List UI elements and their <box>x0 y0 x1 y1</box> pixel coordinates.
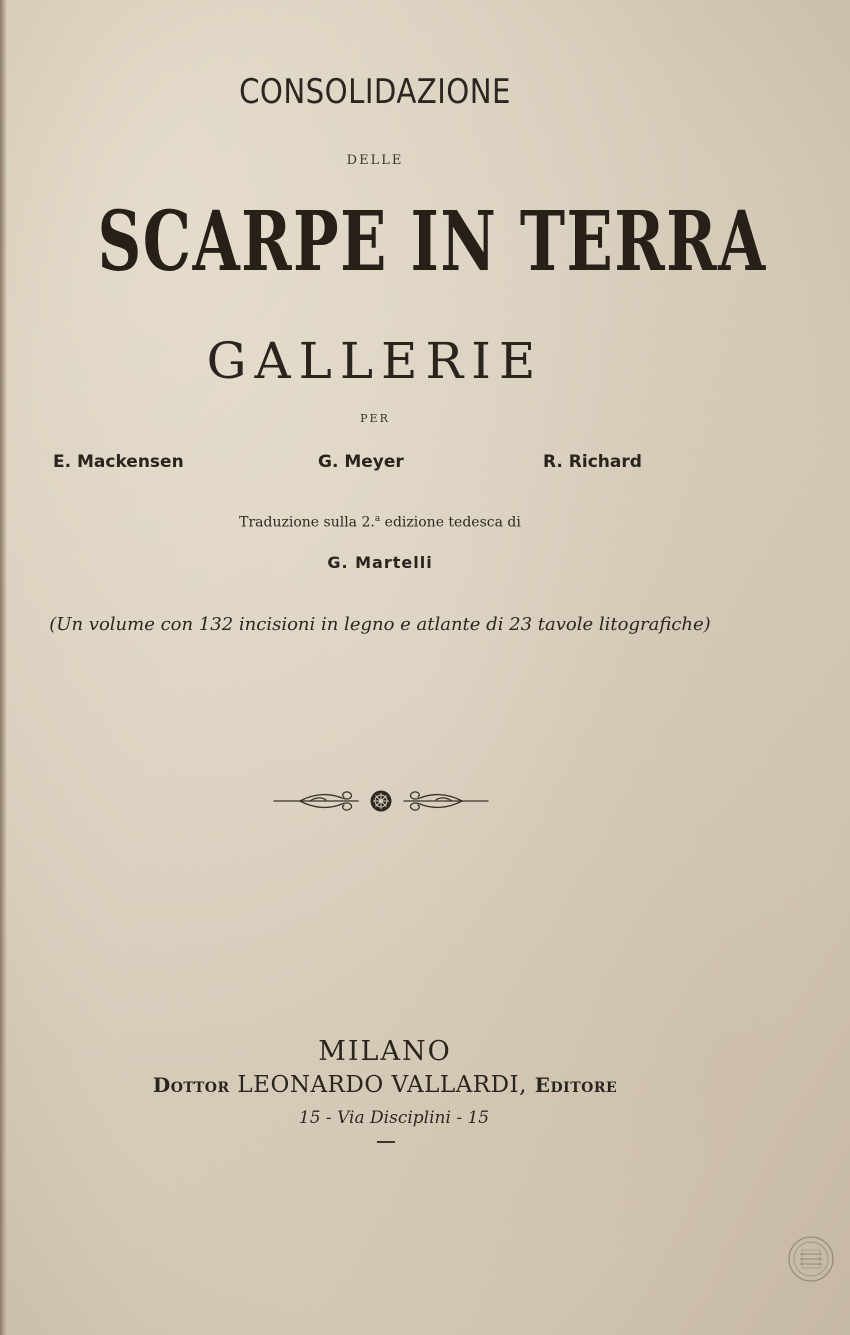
imprint-address: 15 - Via Disciplini - 15 <box>298 1108 490 1128</box>
title-line-delle: DELLE <box>346 153 404 168</box>
translation-note <box>0 514 760 531</box>
authors-row <box>50 452 690 482</box>
closing-rule <box>377 1141 395 1143</box>
main-title: SCARPE IN TERRA <box>97 194 767 290</box>
translator-name: G. Martelli <box>327 553 433 572</box>
author-mackensen: E. Mackensen <box>53 452 184 472</box>
imprint-publisher <box>0 1072 770 1098</box>
volume-note: (Un volume con 132 incisioni in legno e atlante di 23 tavole litografiche) <box>49 614 711 635</box>
title-line-consolidazione: CONSOLIDAZIONE <box>239 72 511 112</box>
translation-suffix: edizione tedesca di <box>380 514 521 531</box>
translation-prefix: Traduzione sulla 2. <box>239 514 375 531</box>
translation-superscript: a <box>374 514 381 524</box>
subtitle: GALLERIE <box>206 332 544 390</box>
scroll-ornament-icon <box>270 784 492 818</box>
binding-edge <box>0 0 7 1335</box>
publisher-prefix: Dottor <box>152 1073 230 1097</box>
author-meyer: G. Meyer <box>318 452 404 472</box>
imprint-city: MILANO <box>318 1036 452 1067</box>
publisher-suffix: Editore <box>534 1073 618 1097</box>
author-richard: R. Richard <box>543 452 642 472</box>
publisher-name: LEONARDO VALLARDI, <box>229 1072 535 1098</box>
per-label: PER <box>360 412 390 425</box>
library-stamp-icon <box>786 1234 836 1284</box>
